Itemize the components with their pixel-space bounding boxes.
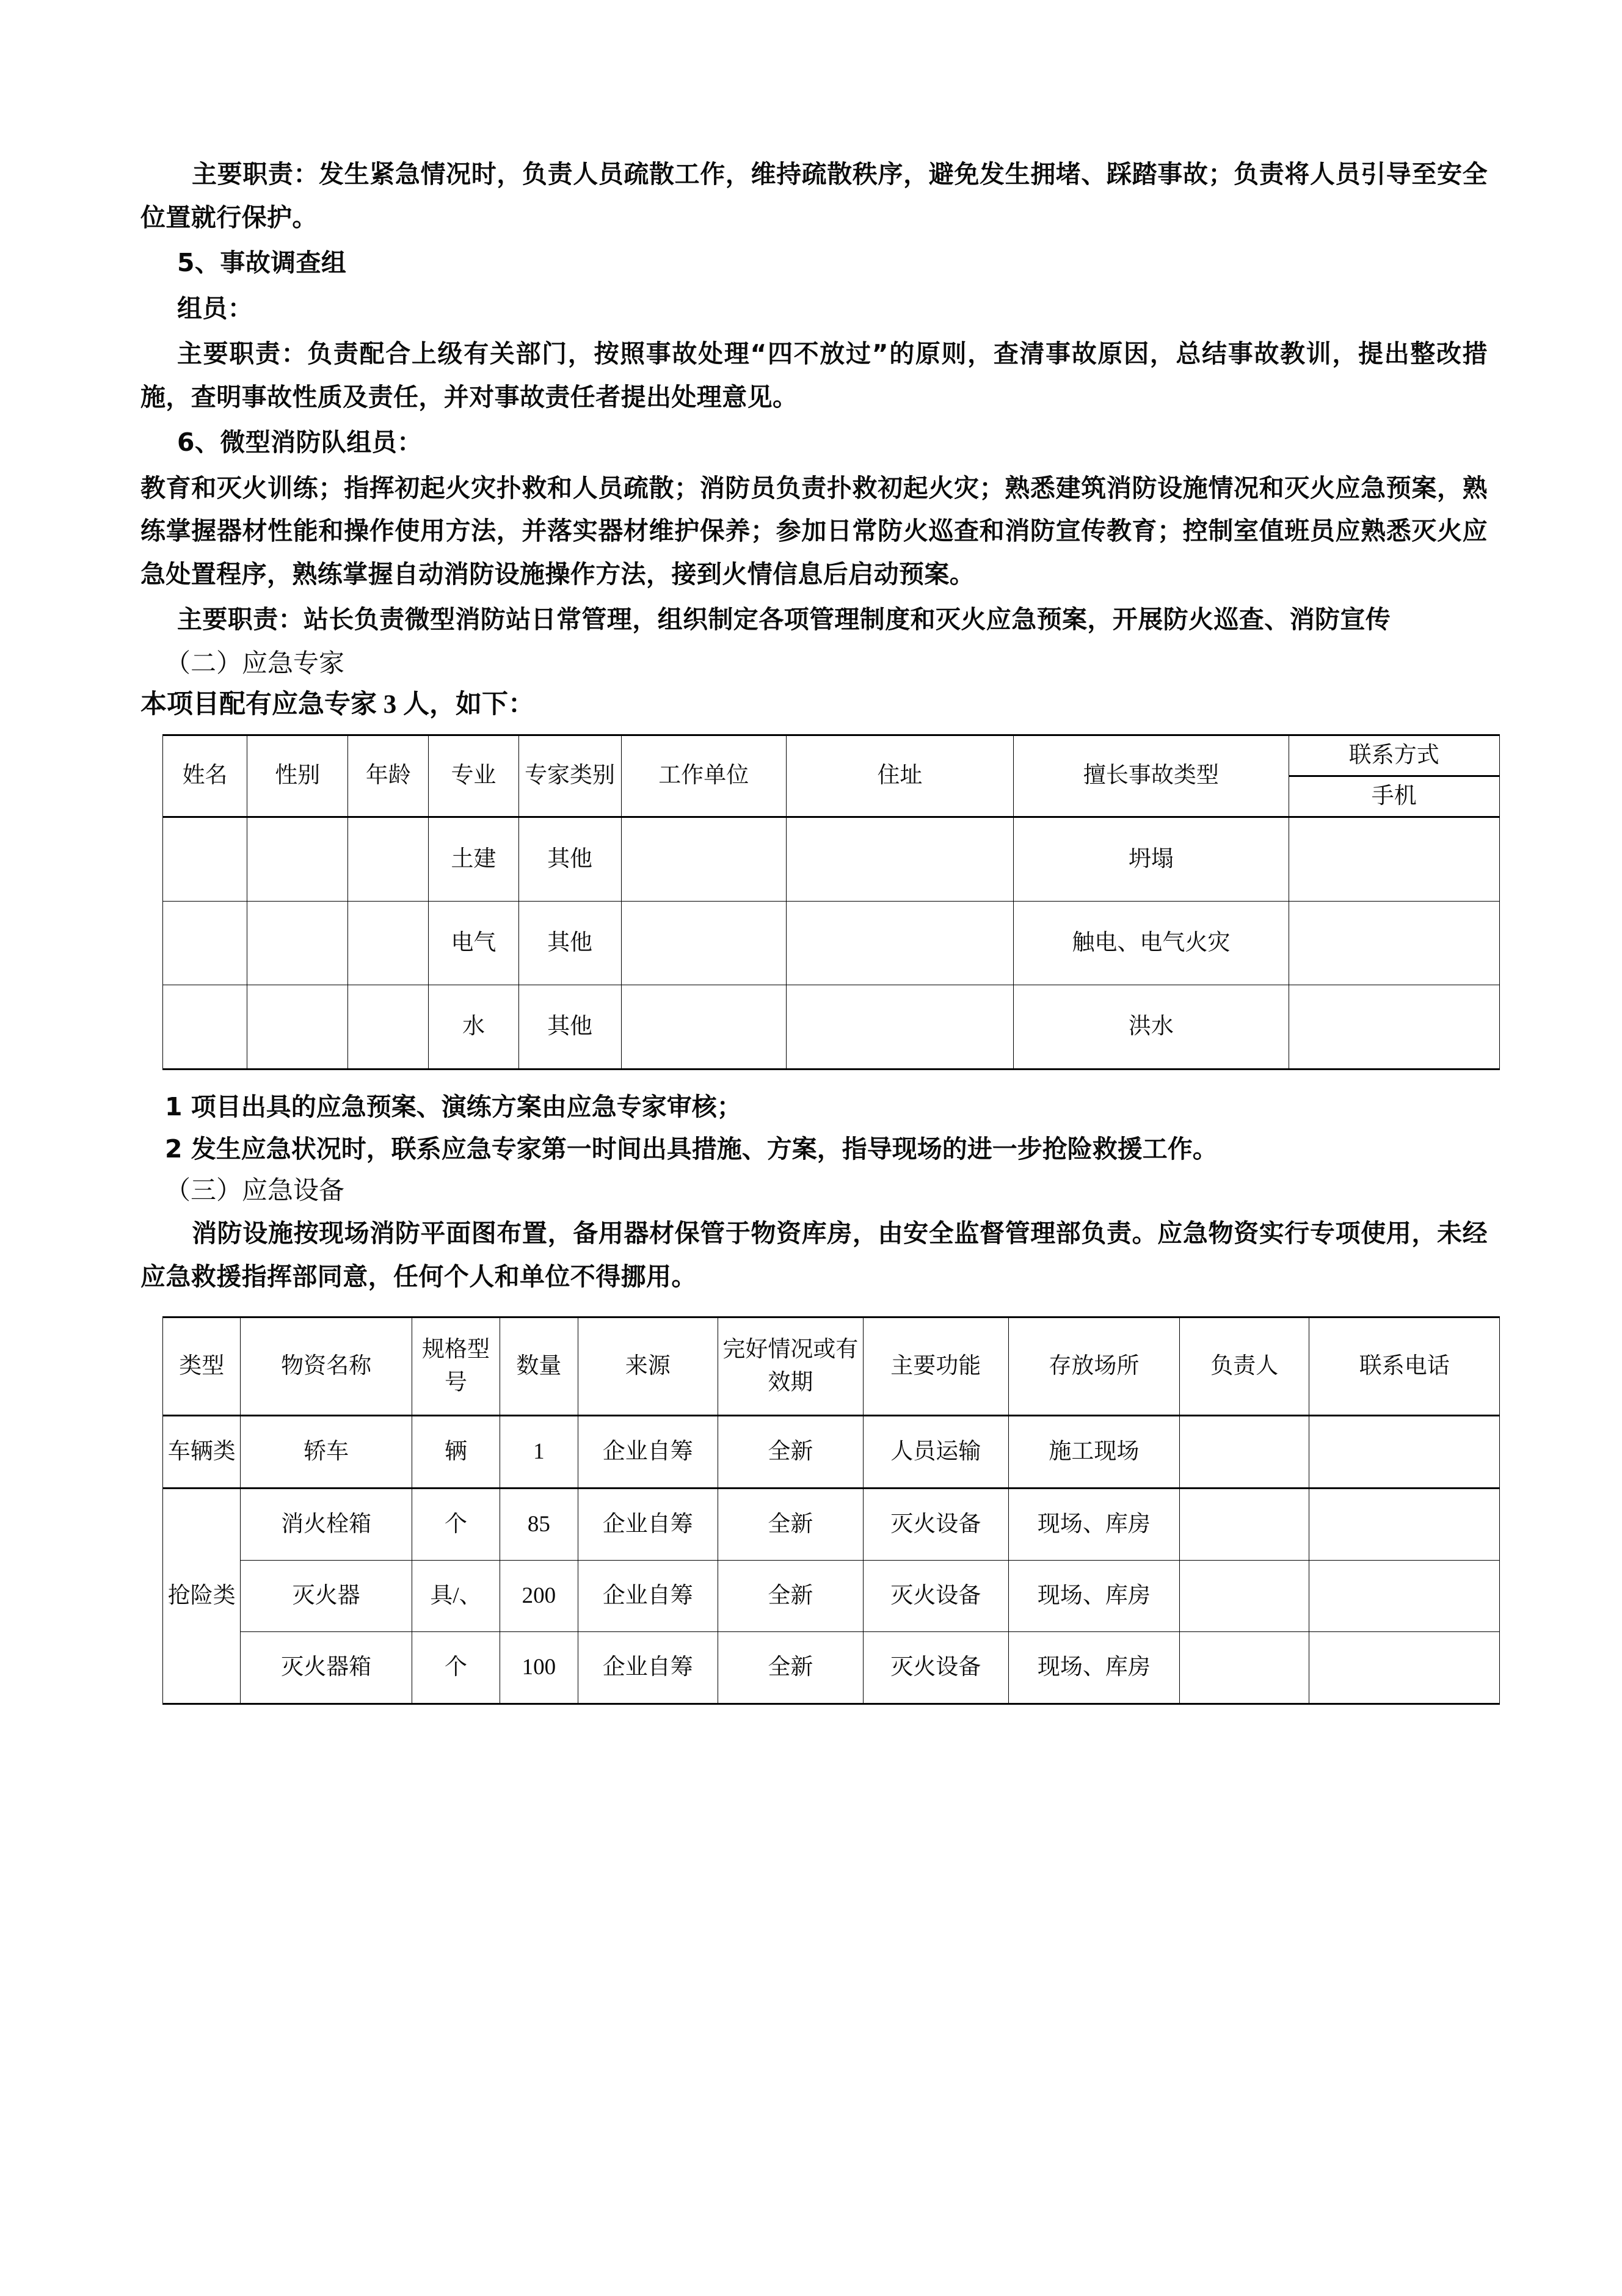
equipment-cell-type: 车辆类: [163, 1416, 241, 1489]
equipment-cell-source: 企业自筹: [578, 1416, 718, 1489]
equipment-header-type: 类型: [163, 1317, 241, 1416]
equipment-header-main-function: 主要功能: [863, 1317, 1008, 1416]
expert-table-header-row: [163, 735, 1500, 776]
equipment-header-quantity: 数量: [500, 1317, 578, 1416]
equipment-cell-condition: 全新: [718, 1489, 863, 1561]
equipment-cell-spec-model: 具/、: [412, 1561, 500, 1632]
equipment-cell-condition: 全新: [718, 1416, 863, 1489]
equipment-cell-spec-model: 个: [412, 1489, 500, 1561]
table-row: [163, 985, 1500, 1069]
expert-cell-address: [786, 985, 1013, 1069]
equipment-cell-person-in-charge: [1180, 1416, 1309, 1489]
paragraph-expert-note-2: 2 发生应急状况时，联系应急专家第一时间出具措施、方案，指导现场的进一步抢险救援工作。: [165, 1134, 1218, 1164]
table-row: [163, 1416, 1500, 1489]
equipment-table: [162, 1316, 1500, 1705]
expert-cell-major: 水: [429, 985, 518, 1069]
equipment-cell-main-function: 灭火设备: [863, 1561, 1008, 1632]
equipment-cell-condition: 全新: [718, 1561, 863, 1632]
expert-header-work-unit: 工作单位: [621, 735, 786, 817]
expert-cell-accident-type: 触电、电气火灾: [1014, 901, 1289, 985]
equipment-cell-quantity: 85: [500, 1489, 578, 1561]
equipment-cell-person-in-charge: [1180, 1632, 1309, 1704]
equipment-cell-quantity: 200: [500, 1561, 578, 1632]
expert-cell-mobile: [1289, 985, 1499, 1069]
expert-header-category: 专家类别: [518, 735, 621, 817]
equipment-cell-source: 企业自筹: [578, 1489, 718, 1561]
equipment-cell-main-function: 灭火设备: [863, 1489, 1008, 1561]
equipment-cell-contact-phone: [1309, 1632, 1500, 1704]
paragraph-expert-note-1: 1 项目出具的应急预案、演练方案由应急专家审核；: [165, 1092, 742, 1121]
equipment-header-contact-phone: 联系电话: [1309, 1317, 1500, 1416]
expert-cell-name: [163, 901, 247, 985]
equipment-cell-storage-place: 现场、库房: [1008, 1632, 1179, 1704]
expert-header-contact: 联系方式: [1289, 735, 1499, 776]
expert-cell-major: 土建: [429, 817, 518, 901]
equipment-cell-contact-phone: [1309, 1489, 1500, 1561]
equipment-cell-material-name: 轿车: [241, 1416, 412, 1489]
expert-cell-work-unit: [621, 985, 786, 1069]
expert-cell-accident-type: 坍塌: [1014, 817, 1289, 901]
expert-cell-name: [163, 985, 247, 1069]
paragraph-main-duty-station-chief: 主要职责：站长负责微型消防站日常管理，组织制定各项管理制度和灭火应急预案，开展防火巡查、消防宣传: [177, 605, 1391, 635]
paragraph-members-label: 组员：: [177, 293, 253, 323]
expert-cell-mobile: [1289, 817, 1499, 901]
equipment-header-condition: 完好情况或有效期: [718, 1317, 863, 1416]
expert-cell-category: 其他: [518, 817, 621, 901]
equipment-cell-storage-place: 现场、库房: [1008, 1489, 1179, 1561]
equipment-cell-contact-phone: [1309, 1416, 1500, 1489]
expert-header-gender: 性别: [247, 735, 348, 817]
table-row: [163, 901, 1500, 985]
expert-cell-work-unit: [621, 817, 786, 901]
expert-header-name: 姓名: [163, 735, 247, 817]
expert-header-accident-type: 擅长事故类型: [1014, 735, 1289, 817]
expert-cell-major: 电气: [429, 901, 518, 985]
expert-cell-work-unit: [621, 901, 786, 985]
equipment-cell-spec-model: 个: [412, 1632, 500, 1704]
equipment-header-source: 来源: [578, 1317, 718, 1416]
table-row: [163, 1632, 1500, 1704]
table-row: [163, 817, 1500, 901]
equipment-cell-storage-place: 施工现场: [1008, 1416, 1179, 1489]
paragraph-main-duty-evacuation: 主要职责：发生紧急情况时，负责人员疏散工作，维持疏散秩序，避免发生拥堵、踩踏事故；负责将人员引导至安全位置就行保护。: [140, 159, 1488, 232]
expert-cell-gender: [247, 901, 348, 985]
expert-cell-age: [348, 985, 429, 1069]
spacer-after-expert-table: [140, 1070, 1488, 1086]
equipment-cell-quantity: 1: [500, 1416, 578, 1489]
equipment-cell-contact-phone: [1309, 1561, 1500, 1632]
expert-header-mobile: 手机: [1289, 776, 1499, 817]
expert-cell-mobile: [1289, 901, 1499, 985]
equipment-header-person-in-charge: 负责人: [1180, 1317, 1309, 1416]
equipment-cell-person-in-charge: [1180, 1561, 1309, 1632]
expert-cell-gender: [247, 985, 348, 1069]
equipment-cell-person-in-charge: [1180, 1489, 1309, 1561]
equipment-cell-condition: 全新: [718, 1632, 863, 1704]
equipment-table-header-row: [163, 1317, 1500, 1416]
paragraph-section-5-title: 5、事故调查组: [177, 248, 347, 278]
equipment-cell-type: 抢险类: [163, 1489, 241, 1704]
equipment-cell-main-function: 人员运输: [863, 1416, 1008, 1489]
expert-cell-age: [348, 901, 429, 985]
equipment-header-storage-place: 存放场所: [1008, 1317, 1179, 1416]
paragraph-fire-team-training: 教育和灭火训练；指挥初起火灾扑救和人员疏散；消防员负责扑救初起火灾；熟悉建筑消防设施情况和灭火应急预案，熟练掌握器材性能和操作使用方法，并落实器材维护保养；参加日常防火巡查和消防宣传教育；控制室值班员应熟悉灭火应急处置程序，熟练掌握自动消防设施操作方法，接到火情信息后启动预案。: [140, 473, 1488, 589]
expert-cell-category: 其他: [518, 985, 621, 1069]
table-row: [163, 1489, 1500, 1561]
expert-header-address: 住址: [786, 735, 1013, 817]
paragraph-expert-intro: 本项目配有应急专家 3 人，如下：: [140, 690, 534, 719]
expert-table: [162, 734, 1500, 1070]
expert-header-major: 专业: [429, 735, 518, 817]
table-row: [163, 1561, 1500, 1632]
equipment-cell-quantity: 100: [500, 1632, 578, 1704]
spacer-before-equipment-table: [140, 1300, 1488, 1316]
equipment-cell-storage-place: 现场、库房: [1008, 1561, 1179, 1632]
expert-cell-gender: [247, 817, 348, 901]
heading-section-two-emergency-experts: （二）应急专家: [165, 649, 345, 678]
spacer-before-expert-table: [140, 726, 1488, 734]
equipment-cell-material-name: 消火栓箱: [241, 1489, 412, 1561]
equipment-cell-material-name: 灭火器箱: [241, 1632, 412, 1704]
paragraph-main-duty-investigation: 主要职责：负责配合上级有关部门，按照事故处理“四不放过”的原则，查清事故原因，总结事故教训，提出整改措施，查明事故性质及责任，并对事故责任者提出处理意见。: [140, 339, 1488, 412]
expert-cell-name: [163, 817, 247, 901]
expert-header-age: 年龄: [348, 735, 429, 817]
equipment-cell-spec-model: 辆: [412, 1416, 500, 1489]
heading-section-three-emergency-equipment: （三）应急设备: [165, 1176, 345, 1205]
equipment-cell-source: 企业自筹: [578, 1632, 718, 1704]
expert-cell-address: [786, 817, 1013, 901]
expert-cell-address: [786, 901, 1013, 985]
equipment-cell-source: 企业自筹: [578, 1561, 718, 1632]
paragraph-section-6-title: 6、微型消防队组员：: [177, 428, 423, 457]
equipment-header-spec-model: 规格型号: [412, 1317, 500, 1416]
equipment-cell-material-name: 灭火器: [241, 1561, 412, 1632]
expert-cell-accident-type: 洪水: [1014, 985, 1289, 1069]
equipment-header-material-name: 物资名称: [241, 1317, 412, 1416]
equipment-cell-main-function: 灭火设备: [863, 1632, 1008, 1704]
expert-cell-category: 其他: [518, 901, 621, 985]
expert-cell-age: [348, 817, 429, 901]
paragraph-equipment-description: 消防设施按现场消防平面图布置，备用器材保管于物资库房，由安全监督管理部负责。应急物资实行专项使用，未经应急救援指挥部同意，任何个人和单位不得挪用。: [140, 1219, 1488, 1291]
